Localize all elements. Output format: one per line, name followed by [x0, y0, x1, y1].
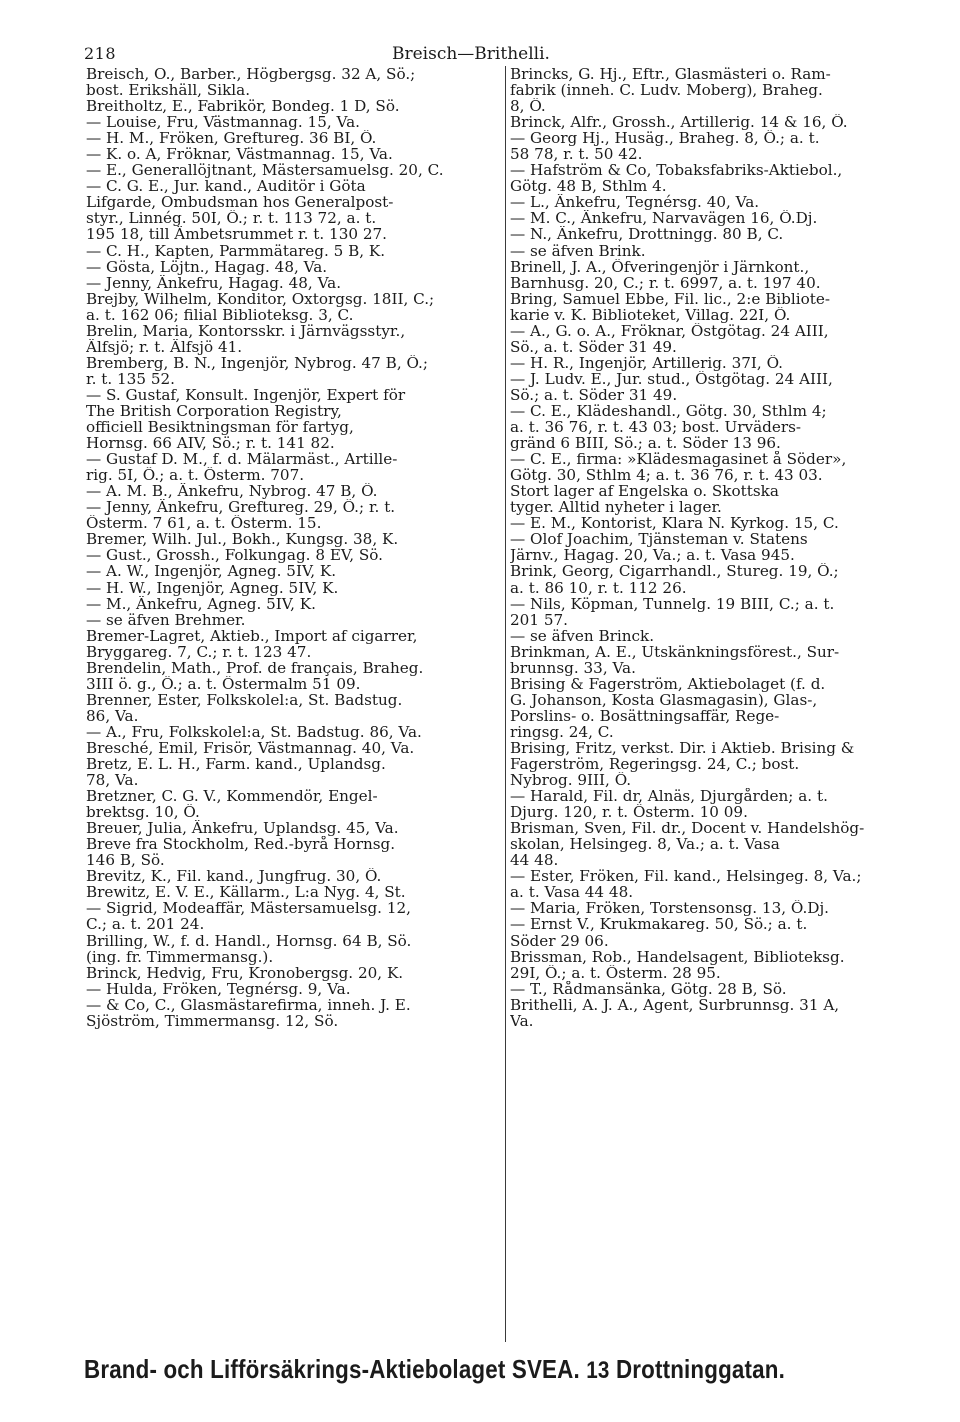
directory-entry-line: Nybrog. 9III, Ö. — [510, 772, 632, 789]
directory-entry-line: — L., Änkefru, Tegnérsg. 40, Va. — [510, 194, 760, 211]
directory-entry-line: Bresché, Emil, Frisör, Västmannag. 40, Va. — [86, 739, 415, 757]
directory-entry-line: Brelin, Maria, Kontorsskr. i Järnvägsstyr., — [86, 322, 406, 339]
directory-entry-line: Brinck, Hedvig, Fru, Kronobergsg. 20, K. — [86, 964, 404, 981]
column-divider — [505, 66, 506, 1342]
directory-entry-line: (ing. fr. Timmermansg.). — [86, 948, 274, 965]
directory-entry-line: — M., Änkefru, Agneg. 5IV, K. — [86, 595, 316, 612]
footer-advertisement — [84, 1354, 824, 1385]
directory-entry-line: Brilling, W., f. d. Handl., Hornsg. 64 B, Sö. — [86, 932, 412, 949]
directory-entry-line: Breisch, O., Barber., Högbergsg. 32 A, Sö.; — [86, 66, 416, 83]
directory-entry-line: — Gust., Grossh., Folkungag. 8 EV, Sö. — [86, 547, 383, 564]
directory-entry-line: Brewitz, E. V. E., Källarm., L:a Nyg. 4, St. — [86, 884, 406, 901]
directory-entry-line: Va. — [510, 1012, 534, 1029]
directory-entry-line: brektsg. 10, Ö. — [86, 804, 200, 821]
directory-entry-line: G. Johanson, Kosta Glasmagasin), Glas-, — [510, 691, 818, 708]
directory-entry-line: 201 57. — [510, 611, 568, 628]
directory-entry-line: 44 48. — [510, 852, 559, 869]
directory-entry-line: Järnv., Hagag. 20, Va.; a. t. Vasa 945. — [510, 547, 795, 564]
directory-entry-line: — Maria, Fröken, Torstensonsg. 13, Ö.Dj. — [510, 900, 830, 917]
directory-entry-line: — Georg Hj., Husäg., Braheg. 8, Ö.; a. t. — [510, 130, 820, 147]
directory-entry-line: — Gösta, Löjtn., Hagag. 48, Va. — [86, 258, 328, 275]
directory-entry-line: Älfsjö; r. t. Älfsjö 41. — [86, 338, 243, 355]
directory-entry-line: — E. M., Kontorist, Klara N. Kyrkog. 15, C. — [510, 515, 839, 532]
directory-entry-line: 195 18, till Ämbetsrummet r. t. 130 27. — [86, 226, 388, 243]
directory-entry-line: — H. M., Fröken, Greftureg. 36 BI, Ö. — [86, 130, 377, 147]
directory-entry-line: — Ester, Fröken, Fil. kand., Helsingeg. 8, Va.; — [510, 868, 862, 885]
directory-entry-line: a. t. 162 06; filial Biblioteksg. 3, C. — [86, 306, 354, 323]
directory-entry-line: 3III ö. g., Ö.; a. t. Östermalm 51 09. — [86, 675, 361, 692]
directory-entry-line: 29I, Ö.; a. t. Österm. 28 95. — [510, 964, 721, 981]
directory-entry-line: — Hafström & Co, Tobaksfabriks-Aktiebol., — [510, 162, 843, 179]
directory-entry-line: The British Corporation Registry, — [86, 402, 342, 420]
directory-entry-line: — C. E., Klädeshandl., Götg. 30, Sthlm 4; — [510, 402, 827, 420]
directory-entry-line: Brejby, Wilhelm, Konditor, Oxtorgsg. 18II, C.; — [86, 290, 435, 307]
directory-entry-line: — Olof Joachim, Tjänsteman v. Statens — [510, 531, 808, 548]
directory-entry-line: — K. o. A, Fröknar, Västmannag. 15, Va. — [86, 146, 393, 163]
directory-entry-line: Breuer, Julia, Änkefru, Uplandsg. 45, Va. — [86, 820, 399, 837]
directory-entry-line: r. t. 135 52. — [86, 370, 175, 387]
directory-entry-line: — & Co, C., Glasmästarefirma, inneh. J. E. — [86, 996, 411, 1013]
directory-entry-line: — Jenny, Änkefru, Greftureg. 29, Ö.; r. t. — [86, 499, 396, 516]
directory-entry-line: — Hulda, Fröken, Tegnérsg. 9, Va. — [86, 980, 351, 997]
directory-entry-line: — Ernst V., Krukmakareg. 50, Sö.; a. t. — [510, 916, 808, 933]
directory-entry-line: — C. G. E., Jur. kand., Auditör i Göta — [86, 178, 366, 195]
directory-entry-line: Porslins- o. Bosättningsaffär, Rege- — [510, 707, 780, 724]
directory-entry-line: a. t. Vasa 44 48. — [510, 884, 634, 901]
directory-entry-line: Brinell, J. A., Öfveringenjör i Järnkont., — [510, 258, 810, 275]
directory-entry-line: 58 78, r. t. 50 42. — [510, 146, 643, 163]
directory-entry-line: — Nils, Köpman, Tunnelg. 19 BIII, C.; a. t. — [510, 595, 835, 612]
directory-entry-line: brunnsg. 33, Va. — [510, 659, 636, 676]
directory-entry-line: — A., G. o. A., Fröknar, Östgötag. 24 AIII, — [510, 322, 829, 339]
directory-entry-line: Stort lager af Engelska o. Skottska — [510, 483, 779, 500]
directory-entry-line: 86, Va. — [86, 707, 139, 724]
directory-entry-line: — C. H., Kapten, Parmmätareg. 5 B, K. — [86, 242, 386, 259]
directory-entry-line: bost. Erikshäll, Sikla. — [86, 82, 251, 99]
directory-entry-line: Bring, Samuel Ebbe, Fil. lic., 2:e Bibliote- — [510, 290, 830, 307]
directory-entry-line: Brising, Fritz, verkst. Dir. i Aktieb. Brising & — [510, 739, 855, 757]
directory-entry-line: Lifgarde, Ombudsman hos Generalpost- — [86, 194, 394, 211]
directory-entry-line: — T., Rådmansänka, Götg. 28 B, Sö. — [510, 980, 787, 997]
directory-entry-line: karie v. K. Biblioteket, Villag. 22I, Ö. — [510, 306, 791, 323]
directory-entry-line: a. t. 36 76, r. t. 43 03; bost. Urväders- — [510, 419, 802, 436]
directory-entry-line: Brincks, G. Hj., Eftr., Glasmästeri o. Ram- — [510, 66, 831, 83]
ad-address-street: Drottninggatan. — [615, 1354, 785, 1384]
directory-entry-line: Hornsg. 66 AIV, Sö.; r. t. 141 82. — [86, 435, 335, 452]
directory-entry-line: — A., Fru, Folkskolel:a, St. Badstug. 86, Va. — [86, 723, 422, 740]
right-column — [510, 66, 934, 1029]
directory-entry-line: — se äfven Brehmer. — [86, 611, 246, 628]
directory-entry-line: — H. W., Ingenjör, Agneg. 5IV, K. — [86, 579, 339, 596]
directory-entry-line: 78, Va. — [86, 772, 139, 789]
directory-entry-line: Sö., a. t. Söder 31 49. — [510, 338, 677, 355]
directory-entry-line: Breve fra Stockholm, Red.-byrå Hornsg. — [86, 836, 396, 853]
directory-entry-line: Brisman, Sven, Fil. dr., Docent v. Handelshög- — [510, 820, 865, 837]
directory-entry-line: Bremer, Wilh. Jul., Bokh., Kungsg. 38, K. — [86, 531, 399, 548]
directory-entry-line: Brinkman, A. E., Utskänkningsförest., Sur- — [510, 643, 840, 660]
directory-entry-line: tyger. Alltid nyheter i lager. — [510, 499, 722, 516]
directory-entry-line: Söder 29 06. — [510, 932, 609, 949]
directory-entry-line: Bretz, E. L. H., Farm. kand., Uplandsg. — [86, 756, 386, 773]
directory-entry-line: rig. 5I, Ö.; a. t. Österm. 707. — [86, 467, 305, 484]
directory-entry-line: a. t. 86 10, r. t. 112 26. — [510, 579, 687, 596]
directory-entry-line: Barnhusg. 20, C.; r. t. 6997, a. t. 197 40. — [510, 274, 821, 291]
directory-entry-line: — Jenny, Änkefru, Hagag. 48, Va. — [86, 274, 342, 291]
directory-entry-line: Djurg. 120, r. t. Österm. 10 09. — [510, 804, 748, 821]
directory-entry-line: — se äfven Brink. — [510, 242, 646, 259]
directory-entry-line: Brithelli, A. J. A., Agent, Surbrunnsg. 31 A, — [510, 996, 840, 1013]
directory-entry-line: — H. R., Ingenjör, Artillerig. 37I, Ö. — [510, 354, 783, 371]
directory-entry-line: — Harald, Fil. dr, Alnäs, Djurgården; a. t. — [510, 788, 828, 805]
directory-entry-line: — A. W., Ingenjör, Agneg. 5IV, K. — [86, 563, 337, 580]
directory-entry-line: Sjöström, Timmermansg. 12, Sö. — [86, 1012, 339, 1029]
directory-entry-line: 146 B, Sö. — [86, 852, 165, 869]
directory-entry-line: Bryggareg. 7, C.; r. t. 123 47. — [86, 643, 312, 660]
directory-entry-line: Brising & Fagerström, Aktiebolaget (f. d. — [510, 675, 826, 692]
directory-entry-line: Sö.; a. t. Söder 31 49. — [510, 386, 678, 403]
directory-entry-line: Götg. 30, Sthlm 4; a. t. 36 76, r. t. 43 03. — [510, 467, 823, 484]
directory-entry-line: Brissman, Rob., Handelsagent, Biblioteksg. — [510, 948, 845, 965]
directory-entry-line: Österm. 7 61, a. t. Österm. 15. — [86, 515, 322, 532]
directory-entry-line: 8, Ö. — [510, 98, 546, 115]
page-number: 218 — [84, 44, 117, 63]
directory-entry-line: Bretzner, C. G. V., Kommendör, Engel- — [86, 788, 378, 805]
directory-entry-line: — Gustaf D. M., f. d. Mälarmäst., Artille- — [86, 451, 398, 468]
directory-entry-line: — se äfven Brinck. — [510, 627, 655, 644]
directory-entry-line: gränd 6 BIII, Sö.; a. t. Söder 13 96. — [510, 435, 781, 452]
directory-entry-line: — N., Änkefru, Drottningg. 80 B, C. — [510, 226, 784, 243]
directory-entry-line: Fagerström, Regeringsg. 24, C.; bost. — [510, 756, 800, 773]
directory-entry-line: Götg. 48 B, Sthlm 4. — [510, 178, 667, 195]
directory-entry-line: Brink, Georg, Cigarrhandl., Stureg. 19, Ö.; — [510, 563, 839, 580]
directory-entry-line: — M. C., Änkefru, Narvavägen 16, Ö.Dj. — [510, 210, 818, 227]
directory-entry-line: fabrik (inneh. C. Ludv. Moberg), Braheg. — [510, 82, 823, 99]
directory-entry-line: Bremer-Lagret, Aktieb., Import af cigarrer, — [86, 627, 418, 644]
directory-entry-line: officiell Besiktningsman för fartyg, — [86, 419, 354, 436]
directory-entry-line: Brenner, Ester, Folkskolel:a, St. Badstug. — [86, 691, 403, 708]
directory-entry-line: — Sigrid, Modeaffär, Mästersamuelsg. 12, — [86, 900, 411, 917]
directory-entry-line: Brinck, Alfr., Grossh., Artillerig. 14 & 16, Ö. — [510, 114, 848, 131]
directory-entry-line: Brendelin, Math., Prof. de français, Braheg. — [86, 659, 424, 676]
ad-address-number: 13 — [586, 1357, 610, 1384]
directory-entry-line: ringsg. 24, C. — [510, 723, 614, 740]
directory-entry-line: — E., Generallöjtnant, Mästersamuelsg. 20, C. — [86, 162, 444, 179]
directory-entry-line: — C. E., firma: »Klädesmagasinet å Söder», — [510, 451, 847, 468]
directory-entry-line: — A. M. B., Änkefru, Nybrog. 47 B, Ö. — [86, 483, 378, 500]
directory-entry-line: skolan, Helsingeg. 8, Va.; a. t. Vasa — [510, 836, 780, 853]
directory-entry-line: — Louise, Fru, Västmannag. 15, Va. — [86, 114, 360, 131]
directory-entry-line: Brevitz, K., Fil. kand., Jungfrug. 30, Ö. — [86, 868, 382, 885]
left-column — [86, 66, 504, 1029]
directory-entry-line: — J. Ludv. E., Jur. stud., Östgötag. 24 AIII, — [510, 370, 833, 387]
directory-entry-line: styr., Linnég. 50I, Ö.; r. t. 113 72, a. t. — [86, 210, 377, 227]
directory-entry-line: — S. Gustaf, Konsult. Ingenjör, Expert för — [86, 386, 406, 403]
directory-entry-line: Breitholtz, E., Fabrikör, Bondeg. 1 D, Sö. — [86, 98, 400, 115]
ad-company-name: Brand- och Lifförsäkrings-Aktiebolaget SVEA. — [84, 1354, 580, 1384]
directory-entry-line: Bremberg, B. N., Ingenjör, Nybrog. 47 B, Ö.; — [86, 354, 428, 371]
running-head: Breisch—Brithelli. — [392, 44, 550, 64]
directory-entry-line: C.; a. t. 201 24. — [86, 916, 205, 933]
